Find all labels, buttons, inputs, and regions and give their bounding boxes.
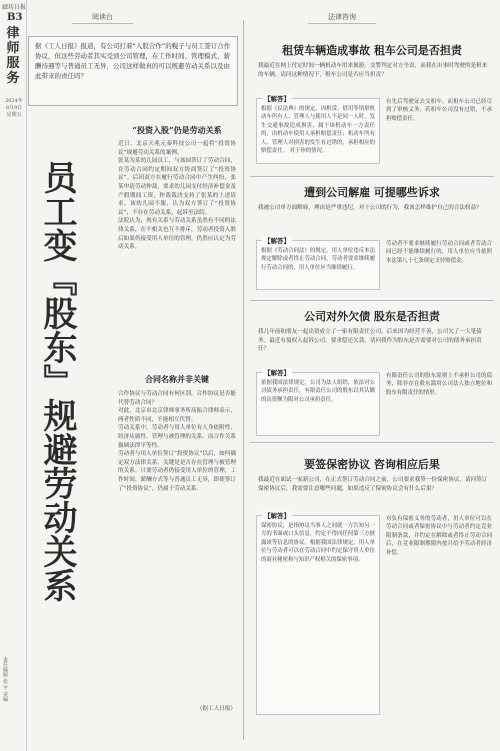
case-3-question: 我几年前和朋友一起出资成立了一家有限责任公司，后来因为经营不善，公司欠了一大笔债务。最近有债权人起诉公司，要求偿还欠款。请问我作为股东是否需要对公司的债务承担责任？ xyxy=(258,329,482,353)
masthead: 廊坊日报 xyxy=(2,4,27,11)
publish-date: 2024年 8月9日 星期五 xyxy=(5,98,23,118)
article-byline: （据工人日报） xyxy=(196,706,236,712)
editor-credit: 责任编辑 张 平 美编 xyxy=(2,657,8,702)
case-2-answer-left: 根据《劳动合同法》的规定，用人单位违反本法规定解除或者终止劳动合同，劳动者要求继续履行劳动合同的，用人单位应当继续履行。 xyxy=(261,248,375,271)
case-4-title: 要签保密协议 咨询相应后果 xyxy=(304,458,440,471)
case-1-answer-right: 有先后驾驶证去交租车。而租车公司已经尽到了审核义务，若租车公司没有过错，不承担赔偿责任。 xyxy=(386,99,492,122)
case-1-answer-left: 根据《民法典》的规定，因租赁、借用等情形机动车所有人、管理人与使用人不是同一人时，发生交通事故造成损害，属于该机动车一方责任的，由机动车使用人承担赔偿责任；机动车所有人、管理人对损害的发生有过错的，承担相应的赔偿责任。 对于你的情况。 xyxy=(261,106,375,155)
column-tag-right: 法律咨询 xyxy=(328,13,356,21)
case-3-title: 公司对外欠债 股东是否担责 xyxy=(304,310,440,323)
case-3-answer-right: 有限责任公司的股东原则上不承担公司的债务，除非存在股东滥用公司法人独立地位和股东有限责任的情形。 xyxy=(386,373,492,396)
subhead-contract-name: 合同名称并非关键 xyxy=(145,374,209,384)
case-1-title: 租赁车辆造成事故 租车公司是否担责 xyxy=(282,44,462,57)
case-3-answer-label: 【解答】 xyxy=(264,369,290,377)
section-name: 律师服务 xyxy=(6,26,20,86)
intro-box: 据《工人日报》报道，有公司打着“入股合作”的幌子与员工签订合作协议，但这些劳动者其实受到公司管理，在工作时间、管理模式、薪酬待遇等与普通员工无异，公司这样做真的可以规避劳动关系以及由此带来的责任吗？ xyxy=(28,36,238,106)
case-2-question: 我被公司单方面解雇，理由是严重违纪，对于公司的行为，我该怎样维护自己的合法权益？ xyxy=(258,205,482,211)
page-number: B3 xyxy=(7,12,23,23)
column-tag-left: 阅读台 xyxy=(92,13,113,21)
case-2-answer-right: 劳动者不要求继续履行劳动合同或者劳动合同已经不能继续履行的，用人单位应当依照本法第八十七条规定支付赔偿金。 xyxy=(386,241,492,264)
strip-divider xyxy=(26,0,27,751)
case-1-answer-label: 【解答】 xyxy=(264,95,290,103)
case-4-answer-right: 对负有保密义务的劳动者，用人单位可以在劳动合同或者保密协议中与劳动者约定竞业限制条款，并约定在解除或者终止劳动合同后，在竞业限制期限内按月给予劳动者经济补偿。 xyxy=(386,516,492,556)
subhead-investment: “投资入股”仍是劳动关系 xyxy=(132,125,222,135)
article-body-2: 合作协议与劳动合同有何区别，合作协议是否能代替劳动合同？ 对此，北京市北京律师事务所高振合律师表示，两者性质不同，不能相互代替。 劳动关系中，劳动者与用人单位有人身依附性、经济从属性、管理与被管理的关系。而合作关系强调法律平等性。 劳动者与用人单位签订“投资协议”以后，如何确定双方法律关系，关键是是否存在管理与被管理的关系。只要劳动者仍接受用人单位的管理，工作时间、薪酬方式等与普通员工无异，即使签订了“投资协议”，仍属于劳动关系。 xyxy=(118,391,236,492)
case-divider-2 xyxy=(250,300,494,301)
column-divider xyxy=(243,20,244,740)
article-body-1: 近日，北京天兆元泰科技公司一起将“投资协议”规避劳动关系的案例。 张某为某幼儿园员工，与该园签订了劳动合同，在劳动合同约定期间双方协商签订了“投资协议”。后因双方在履行劳动合同中产生纠纷，张某申请劳动仲裁，要求幼儿园支付经济补偿金及产假期间工资，仲裁裁决支持了张某的上述请求。该幼儿园不服，认为双方签订了“投资协议”，不存在劳动关系，起诉至法院。 法院认为，现有关系与劳动关系虽然有不同的法律关系，在不相关也互不排斥，劳动者投资入股后如果仍接受用人单位的管理，仍然应认定为劳动关系。 xyxy=(118,141,236,251)
case-4-question: 我最近在面试一家新公司，在正式签订劳动合同之前，公司要求我签一份保密协议，请问签订保密协议后，我需要注意哪些问题，如果违反了保密协议会有什么后果？ xyxy=(258,477,488,492)
main-headline: 员工变『股东』规避劳动关系 xyxy=(37,160,77,602)
case-4-answer-left: 保密协议，是指协议当事人之间就一方告知另一方的书面或口头信息，约定不得向任何第三方披露该等信息的协议。根据我国法律规定，用人单位与劳动者可以在劳动合同中约定保守用人单位的商业秘密和与知识产权相关的保密事项。 xyxy=(261,523,375,563)
case-1-question: 我最近在网上付定时间一辆机动车用来旅游，交警判定对方全责，而我在出事时驾驶的是租来的车辆。请问这种情况下，租车公司是否应当担责？ xyxy=(258,63,488,78)
case-divider-1 xyxy=(250,176,494,177)
case-4-answer-label: 【解答】 xyxy=(264,512,290,520)
case-3-answer-left: 依据我国法律规定，公司为法人组织，依法对公司债务承担责任，有限责任公司的股东以其认缴的出资额为限对公司承担责任。 xyxy=(261,380,375,403)
case-2-title: 遭到公司解雇 可提哪些诉求 xyxy=(304,186,440,199)
case-2-answer-label: 【解答】 xyxy=(264,237,290,245)
case-divider-3 xyxy=(250,442,494,443)
